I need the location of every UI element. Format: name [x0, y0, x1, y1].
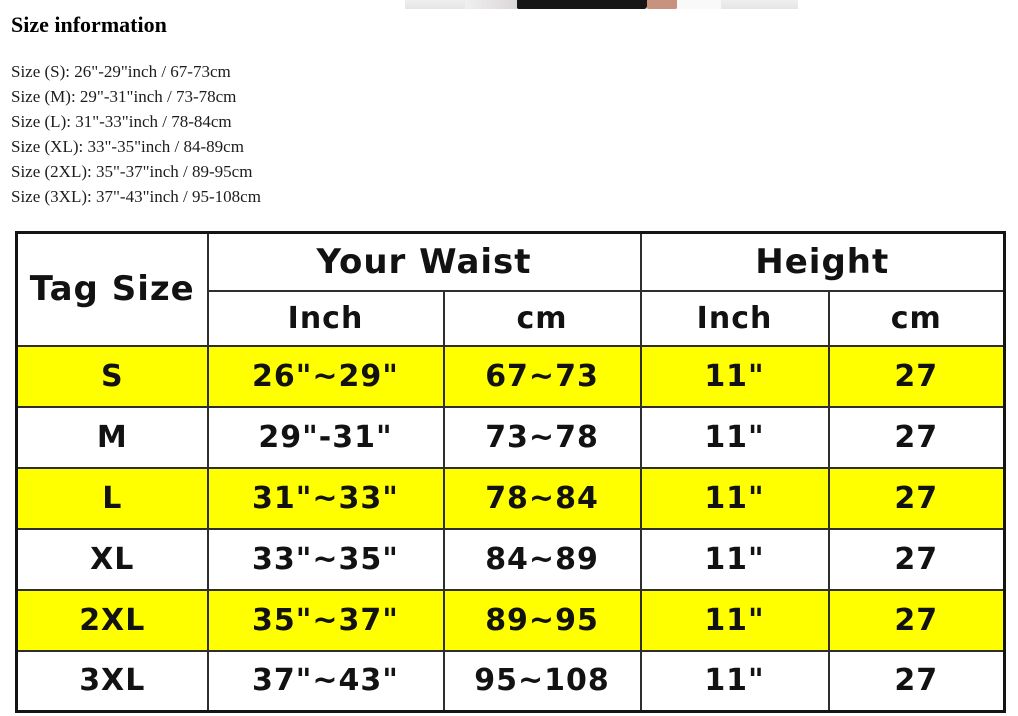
- cell-height-inch: 11": [641, 407, 829, 468]
- size-chart-table: [15, 231, 1006, 713]
- size-line-xl: Size (XL): 33"-35"inch / 84-89cm: [11, 137, 244, 156]
- cell-waist-inch: 29"-31": [208, 407, 444, 468]
- cell-height-inch: 11": [641, 468, 829, 529]
- cell-waist-cm: 84~89: [444, 529, 641, 590]
- header-height-inch: Inch: [641, 291, 829, 346]
- cell-height-cm: 27: [829, 407, 1005, 468]
- cell-tag: L: [17, 468, 208, 529]
- product-photo-cropped: [405, 0, 798, 9]
- header-height: Height: [641, 233, 1005, 291]
- cell-waist-cm: 95~108: [444, 651, 641, 712]
- cell-waist-cm: 67~73: [444, 346, 641, 407]
- table-row-3xl: [17, 651, 1005, 712]
- size-line-l: Size (L): 31"-33"inch / 78-84cm: [11, 112, 232, 131]
- size-line-2xl: Size (2XL): 35"-37"inch / 89-95cm: [11, 162, 253, 181]
- cell-height-cm: 27: [829, 468, 1005, 529]
- table-row-2xl: [17, 590, 1005, 651]
- size-chart-body: [17, 346, 1005, 712]
- size-text-block: [11, 59, 261, 209]
- header-tag-size: Tag Size: [17, 233, 208, 346]
- cell-height-cm: 27: [829, 590, 1005, 651]
- cell-height-inch: 11": [641, 529, 829, 590]
- header-height-cm: cm: [829, 291, 1005, 346]
- cell-height-cm: 27: [829, 346, 1005, 407]
- cell-tag: S: [17, 346, 208, 407]
- photo-highlight: [677, 0, 721, 9]
- cell-waist-inch: 31"~33": [208, 468, 444, 529]
- cell-height-cm: 27: [829, 529, 1005, 590]
- cell-height-inch: 11": [641, 590, 829, 651]
- cell-height-cm: 27: [829, 651, 1005, 712]
- cell-tag: 3XL: [17, 651, 208, 712]
- cell-waist-cm: 73~78: [444, 407, 641, 468]
- cell-waist-inch: 35"~37": [208, 590, 444, 651]
- header-waist-inch: Inch: [208, 291, 444, 346]
- header-waist-cm: cm: [444, 291, 641, 346]
- table-row-s: [17, 346, 1005, 407]
- cell-tag: M: [17, 407, 208, 468]
- photo-hand: [647, 0, 677, 9]
- size-line-3xl: Size (3XL): 37"-43"inch / 95-108cm: [11, 187, 261, 206]
- cell-tag: 2XL: [17, 590, 208, 651]
- cell-height-inch: 11": [641, 346, 829, 407]
- cell-waist-inch: 26"~29": [208, 346, 444, 407]
- section-heading: Size information: [11, 12, 167, 37]
- table-row-xl: [17, 529, 1005, 590]
- cell-height-inch: 11": [641, 651, 829, 712]
- size-line-s: Size (S): 26"-29"inch / 67-73cm: [11, 62, 231, 81]
- photo-dark-clothing: [517, 0, 647, 9]
- size-line-m: Size (M): 29"-31"inch / 73-78cm: [11, 87, 237, 106]
- photo-shadow-area: [465, 0, 520, 9]
- cell-waist-cm: 78~84: [444, 468, 641, 529]
- table-row-l: [17, 468, 1005, 529]
- cell-waist-inch: 37"~43": [208, 651, 444, 712]
- cell-waist-inch: 33"~35": [208, 529, 444, 590]
- header-your-waist: Your Waist: [208, 233, 641, 291]
- cell-tag: XL: [17, 529, 208, 590]
- table-row-m: [17, 407, 1005, 468]
- cell-waist-cm: 89~95: [444, 590, 641, 651]
